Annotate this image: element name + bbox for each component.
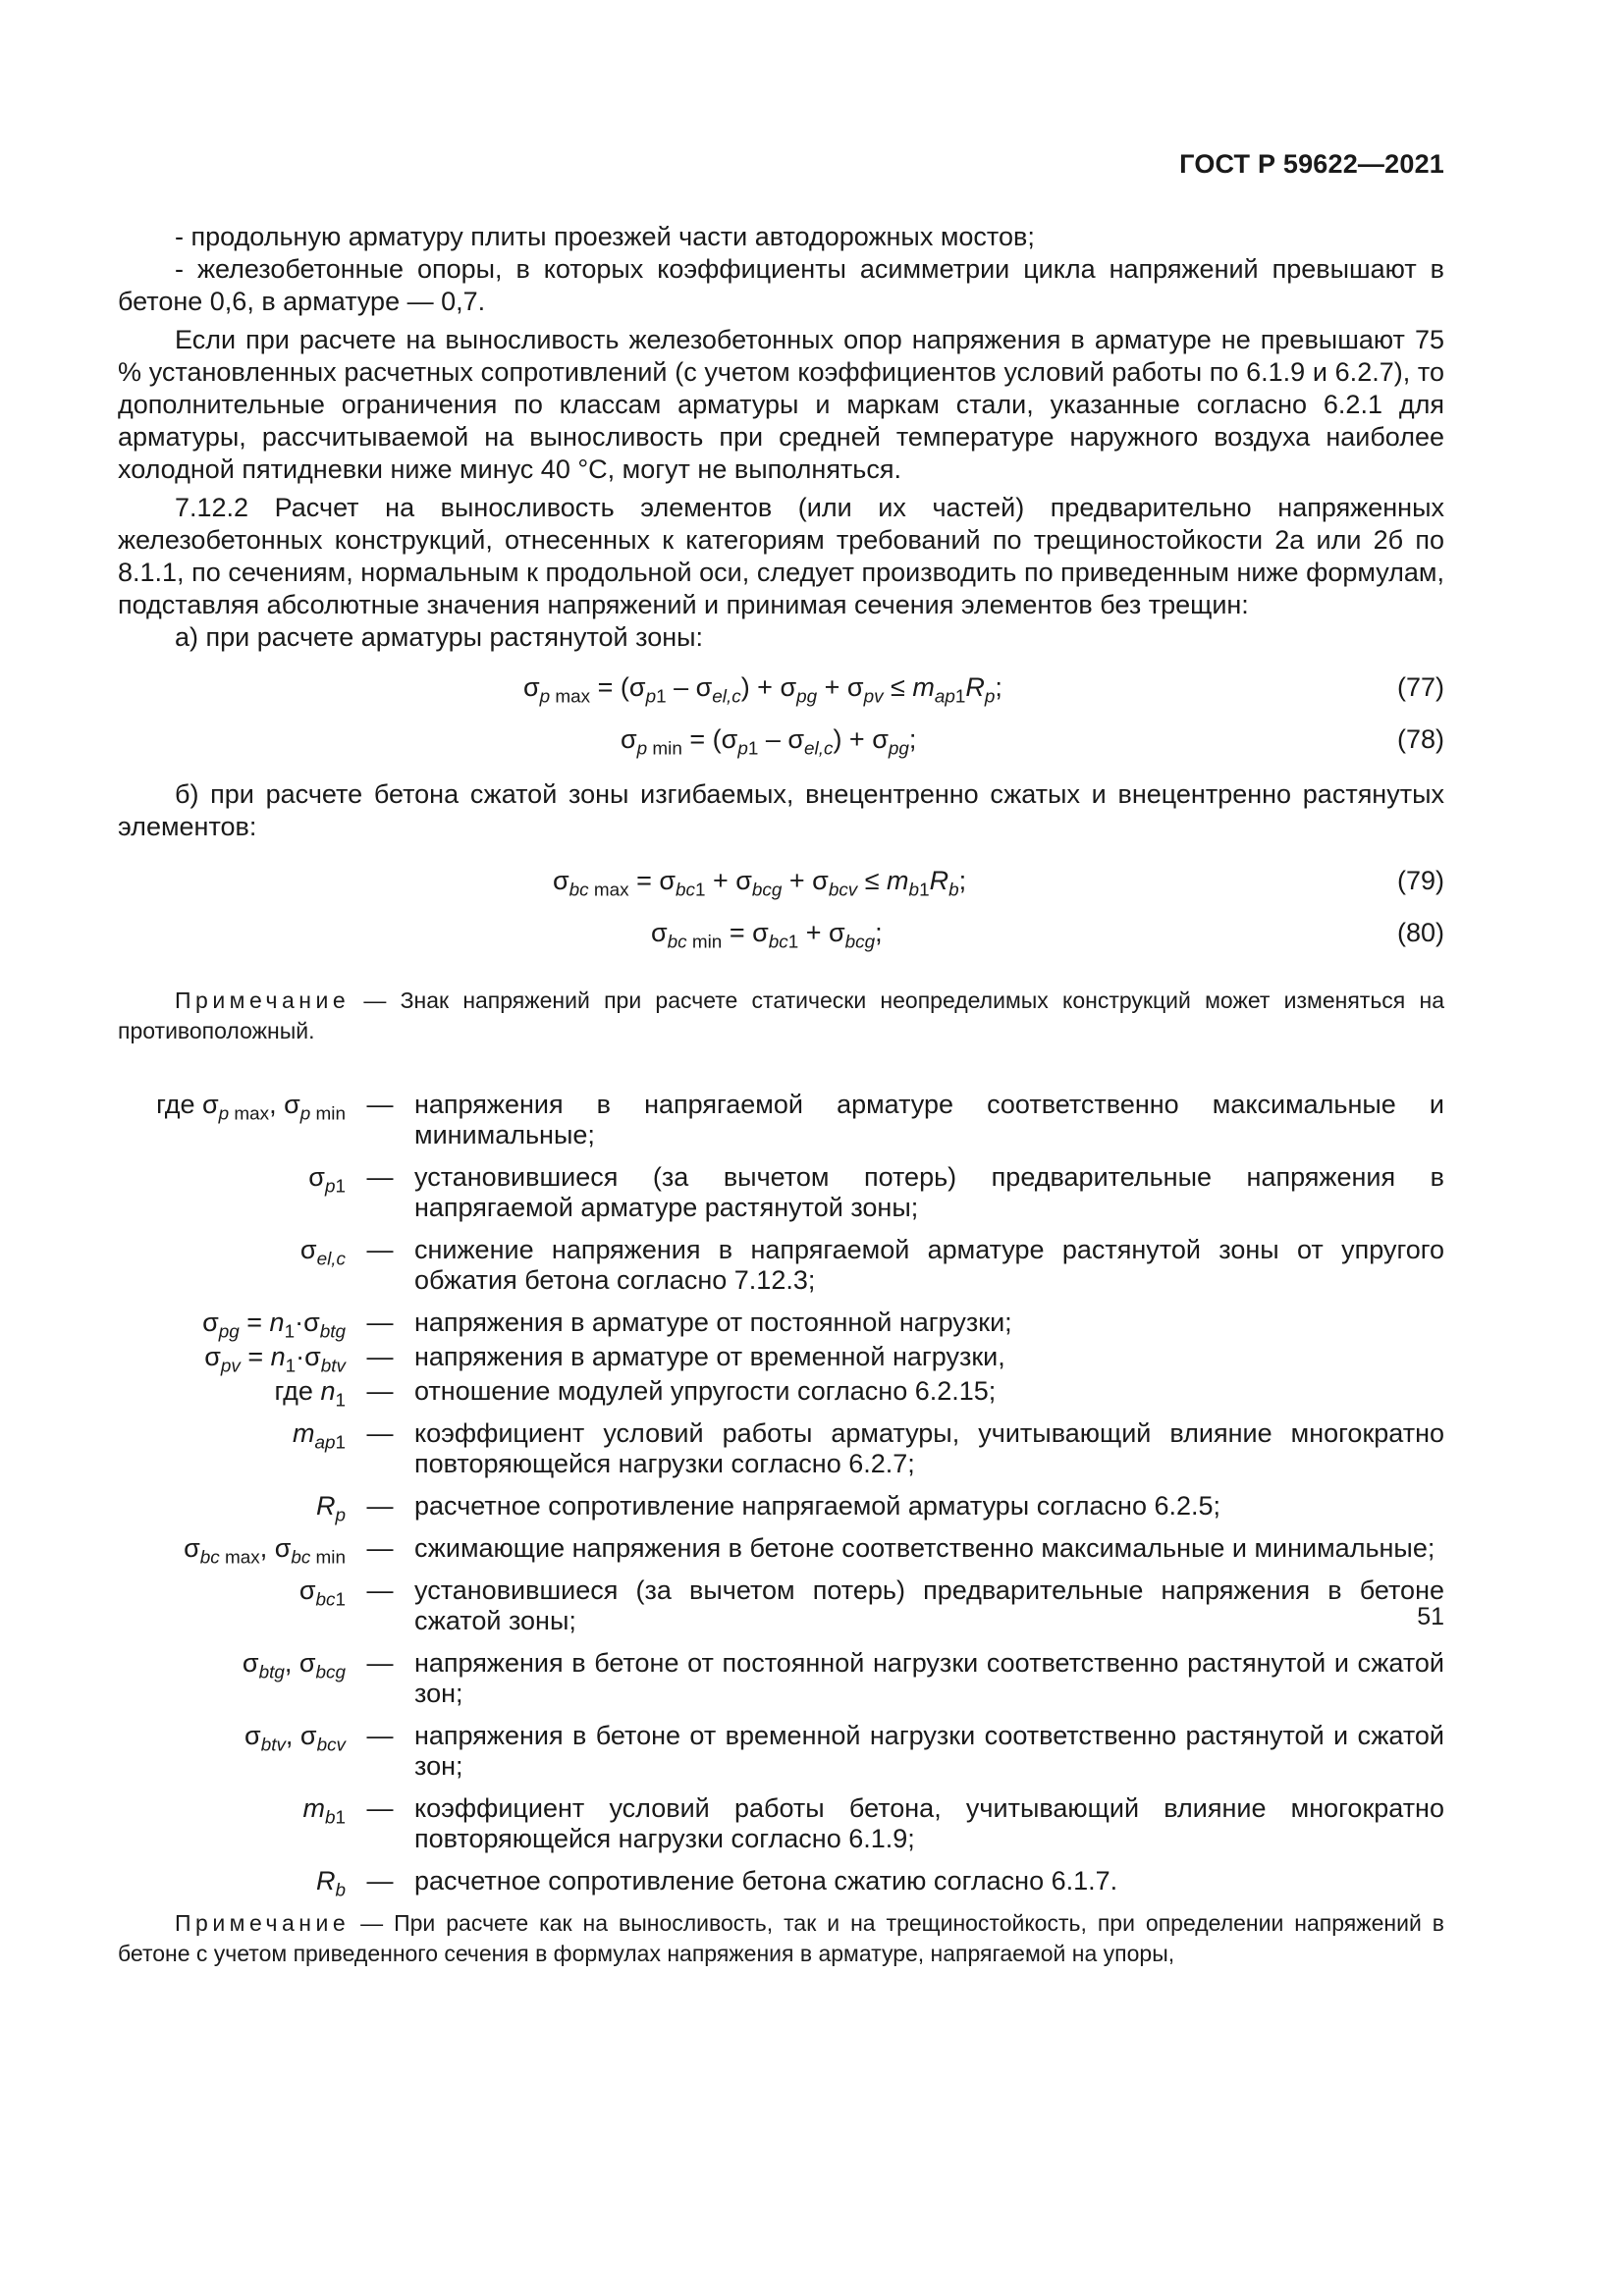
definition-symbol: $\sigma_{p1}$ — [308, 1162, 346, 1198]
definition-dash: — — [366, 1162, 394, 1192]
definition-symbol: $R_p$ — [315, 1491, 346, 1526]
definition-dash: — — [366, 1721, 394, 1750]
definition-dash: — — [366, 1090, 394, 1119]
definition-row — [118, 1491, 1444, 1526]
note-1-label: Примечание — [175, 988, 351, 1013]
definition-text: коэффициент условий работы арматуры, учитывающий влияние многократно повторяющейся нагрузки согласно 6.2.7; — [414, 1418, 1444, 1478]
definition-symbol: $\sigma_{bc1}$ — [298, 1575, 346, 1611]
definition-row — [118, 1162, 1444, 1223]
definition-text: напряжения в арматуре от временной нагрузки, — [414, 1342, 1005, 1371]
formula-80 — [118, 917, 1444, 956]
note-2 — [118, 1908, 1444, 1969]
definition-text: напряжения в напрягаемой арматуре соответственно максимальные и минимальные; — [414, 1090, 1444, 1149]
definition-symbol: $\sigma_{btg}$, $\sigma_{bcg}$ — [242, 1648, 346, 1683]
definition-symbol: $\sigma_{bc max}$, $\sigma_{bc min}$ — [184, 1533, 346, 1569]
main-text — [118, 221, 1444, 1046]
definition-row — [118, 1235, 1444, 1296]
definition-dash: — — [366, 1376, 394, 1406]
paragraph-5: а) при расчете арматуры растянутой зоны: — [175, 622, 704, 652]
definition-row — [118, 1575, 1444, 1636]
definition-dash: — — [366, 1793, 394, 1823]
note-2-text: — При расчете как на выносливость, так и на трещиностойкость, при определении напряжений в бетоне с учетом приведенного сечения в формулах напряжения в арматуре, напрягаемой на упоры, — [118, 1910, 1444, 1966]
definition-row — [118, 1376, 1444, 1412]
definition-symbol: $m_{b1}$ — [302, 1793, 346, 1829]
definition-text: установившиеся (за вычетом потерь) предварительные напряжения в напрягаемой арматуре растянутой зоны; — [414, 1162, 1444, 1222]
definition-text: расчетное сопротивление бетона сжатию согласно 6.1.7. — [414, 1866, 1118, 1896]
formula-79-expression: $\sigma_{bc max} = \sigma_{bc1} + \sigma_{bcg} + \sigma_{bcv} \le m_{b1}R_b$; — [553, 866, 967, 901]
definition-symbol: $\sigma_{pg} = n_1\cdot\sigma_{btg}$ — [202, 1308, 346, 1343]
definition-text: расчетное сопротивление напрягаемой арматуры согласно 6.2.5; — [414, 1491, 1221, 1521]
paragraph-2: - железобетонные опоры, в которых коэффициенты асимметрии цикла напряжений превышают в бетоне 0,6, в арматуре — 0,7. — [118, 254, 1444, 316]
formula-78-expression: $\sigma_{p min} = (\sigma_{p1} - \sigma_{el,c}) + \sigma_{pg}$; — [621, 724, 917, 760]
definition-text: напряжения в бетоне от временной нагрузки соответственно растянутой и сжатой зон; — [414, 1721, 1444, 1781]
definition-row — [118, 1793, 1444, 1854]
formula-79 — [118, 865, 1444, 904]
definition-row — [118, 1342, 1444, 1377]
formula-80-number: (80) — [1396, 918, 1444, 947]
note-1-text: — Знак напряжений при расчете статически неопределимых конструкций может изменяться на противоположный. — [118, 988, 1444, 1043]
formula-77-expression: $\sigma_{p max} = (\sigma_{p1} - \sigma_{el,c}) + \sigma_{pg} + \sigma_{pv} \le m_{ap1}R_p$; — [523, 672, 1002, 708]
definition-dash: — — [366, 1648, 394, 1678]
definition-symbol: $R_b$ — [315, 1866, 346, 1901]
definition-dash: — — [366, 1418, 394, 1448]
page-number: 51 — [1417, 1603, 1444, 1630]
standard-header: ГОСТ Р 59622—2021 — [1179, 149, 1444, 179]
note-2-label: Примечание — [175, 1910, 351, 1936]
definition-symbol: где $n_1$ — [274, 1376, 346, 1412]
paragraph-6: б) при расчете бетона сжатой зоны изгибаемых, внецентренно сжатых и внецентренно растянутых элементов: — [118, 779, 1444, 841]
definition-row — [118, 1418, 1444, 1479]
formula-77-number: (77) — [1396, 672, 1444, 702]
formula-78 — [118, 723, 1444, 763]
definition-text: сжимающие напряжения в бетоне соответственно максимальные и минимальные; — [414, 1533, 1435, 1563]
definition-symbol: где $\sigma_{p max}$, $\sigma_{p min}$ — [156, 1090, 346, 1125]
definition-text: напряжения в бетоне от постоянной нагрузки соответственно растянутой и сжатой зон; — [414, 1648, 1444, 1708]
definition-row — [118, 1721, 1444, 1782]
definition-row — [118, 1308, 1444, 1343]
formula-79-number: (79) — [1396, 866, 1444, 895]
definition-dash: — — [366, 1308, 394, 1337]
definition-text: коэффициент условий работы бетона, учитывающий влияние многократно повторяющейся нагрузки согласно 6.1.9; — [414, 1793, 1444, 1853]
definition-dash: — — [366, 1235, 394, 1264]
definition-dash: — — [366, 1491, 394, 1521]
definition-symbol: $\sigma_{btv}$, $\sigma_{bcv}$ — [244, 1721, 346, 1756]
definition-row — [118, 1648, 1444, 1709]
definition-dash: — — [366, 1575, 394, 1605]
definitions-list — [118, 1090, 1444, 1969]
definition-text: отношение модулей упругости согласно 6.2.15; — [414, 1376, 997, 1406]
definition-row — [118, 1090, 1444, 1150]
formula-80-expression: $\sigma_{bc min} = \sigma_{bc1} + \sigma_{bcg}$; — [651, 918, 883, 953]
definition-text: напряжения в арматуре от постоянной нагрузки; — [414, 1308, 1012, 1337]
paragraph-3: Если при расчете на выносливость железобетонных опор напряжения в арматуре не превышают 75 % установленных расчетных сопротивлений (с учетом коэффициентов условий работы по 6.1.9 и 6.2.7), то дополнительные ограничения по классам арматуры и маркам стали, указанные согласно 6.2.1 для арматуры, рассчитываемой на выносливость при средней температуре наружного воздуха наиболее холодной пятидневки ниже минус 40 °С, могут не выполняться. — [118, 325, 1444, 484]
definition-dash: — — [366, 1533, 394, 1563]
formula-77 — [118, 671, 1444, 711]
definition-symbol: $\sigma_{pv} = n_1\cdot\sigma_{btv}$ — [204, 1342, 346, 1377]
definition-dash: — — [366, 1866, 394, 1896]
definition-dash: — — [366, 1342, 394, 1371]
note-1 — [118, 986, 1444, 1046]
definition-symbol: $m_{ap1}$ — [292, 1418, 346, 1454]
definition-text: снижение напряжения в напрягаемой арматуре растянутой зоны от упругого обжатия бетона согласно 7.12.3; — [414, 1235, 1444, 1295]
paragraph-1: - продольную арматуру плиты проезжей части автодорожных мостов; — [175, 222, 1035, 251]
paragraph-4: 7.12.2 Расчет на выносливость элементов (или их частей) предварительно напряженных железобетонных конструкций, отнесенных к категориям требований по трещиностойкости 2а или 2б по 8.1.1, по сечениям, нормальным к продольной оси, следует производить по приведенным ниже формулам, подставляя абсолютные значения напряжений и принимая сечения элементов без трещин: — [118, 493, 1444, 619]
definition-row — [118, 1866, 1444, 1901]
definition-symbol: $\sigma_{el,c}$ — [299, 1235, 346, 1270]
definition-text: установившиеся (за вычетом потерь) предварительные напряжения в бетоне сжатой зоны; — [414, 1575, 1444, 1635]
formula-78-number: (78) — [1396, 724, 1444, 754]
definition-row — [118, 1533, 1444, 1569]
